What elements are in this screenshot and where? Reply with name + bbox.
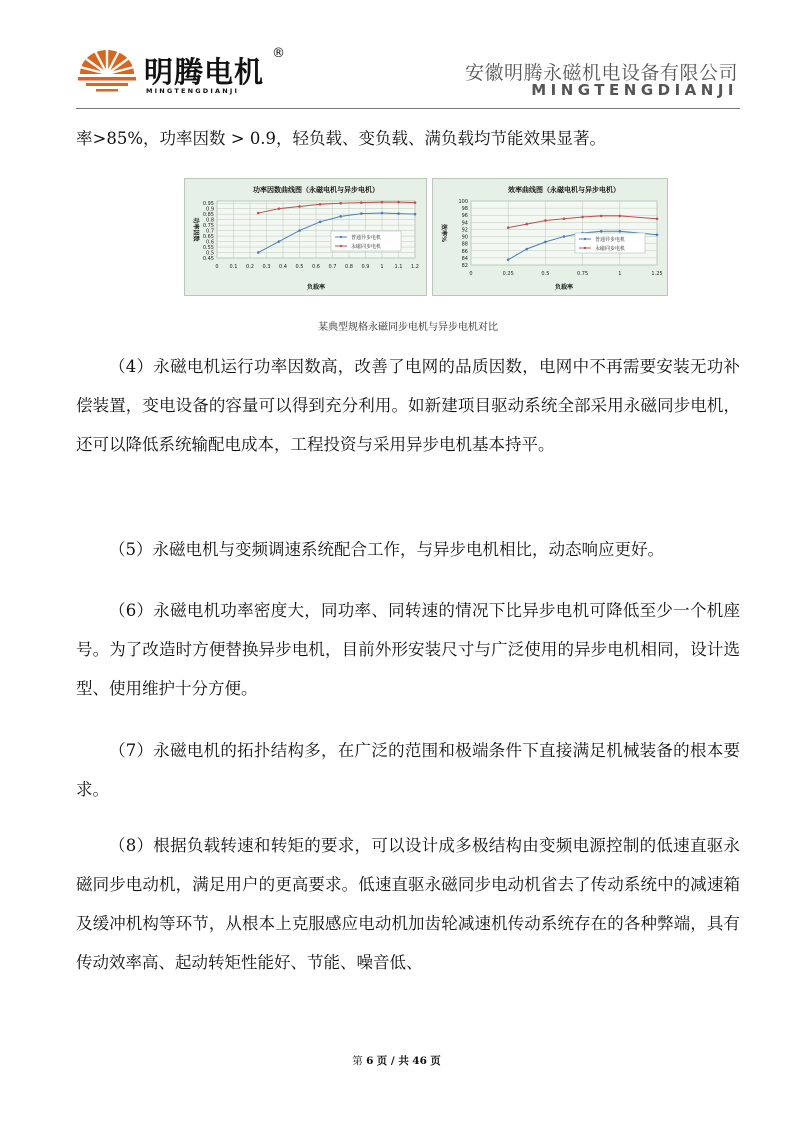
chart-title: 效率曲线图（永磁电机与异步电机） (508, 186, 620, 194)
y-tick-label: 0.85 (202, 212, 214, 219)
x-tick-label: 1 (380, 264, 384, 270)
data-point (526, 223, 529, 226)
y-tick-label: 86 (461, 248, 468, 255)
data-point (257, 212, 260, 215)
y-tick-label: 94 (461, 220, 468, 227)
efficiency-chart-svg (433, 179, 667, 295)
y-tick-label: 0.5 (206, 250, 214, 257)
data-point (319, 203, 322, 206)
y-tick-label: 92 (461, 227, 468, 234)
legend-marker (340, 245, 342, 247)
y-tick-label: 88 (461, 241, 468, 248)
legend-marker (340, 236, 342, 238)
x-tick-label: 0.9 (361, 264, 370, 270)
paragraph-4: （4）永磁电机运行功率因数高，改善了电网的品质因数，电网中不再需要安装无功补偿装置，变电设备的容量可以得到充分利用。如新建项目驱动系统全部采用永磁同步电机，还可以降低系统输配电成本，工程投资与采用异步电机基本持平。 (76, 357, 740, 454)
data-point (507, 226, 510, 229)
x-tick-label: 0.2 (246, 264, 254, 270)
paragraph-6: （6）永磁电机功率密度大，同功率、同转速的情况下比异步电机可降低至少一个机座号。为了改造时方便替换异步电机，目前外形安装尺寸与广泛使用的异步电机相同，设计选型、使用维护十分方便。 (76, 601, 740, 698)
y-tick-label: 90 (461, 234, 468, 241)
y-axis-label: 效率% (440, 223, 447, 243)
y-tick-label: 84 (461, 255, 468, 262)
y-tick-label: 98 (461, 206, 468, 213)
chart-title: 功率因数曲线图（永磁电机与异步电机） (253, 186, 379, 194)
header-divider (76, 108, 740, 109)
data-point (581, 216, 584, 219)
y-tick-label: 0.6 (206, 239, 214, 246)
y-tick-label: 0.7 (206, 228, 214, 235)
x-tick-label: 0.8 (345, 264, 353, 270)
y-tick-label: 0.95 (202, 201, 214, 208)
x-tick-label: 0 (215, 264, 219, 270)
x-tick-label: 0.4 (279, 264, 287, 270)
footer-prefix: 第 (352, 1055, 363, 1067)
logo-pinyin: MINGTENGDIANJI (146, 87, 240, 95)
x-tick-label: 0.25 (502, 271, 514, 277)
legend-label: 永磁同步电机 (595, 246, 626, 252)
total-pages: 46 (412, 1055, 427, 1067)
legend-marker (584, 238, 586, 240)
legend-label: 永磁同步电机 (351, 244, 382, 250)
data-point (619, 215, 622, 218)
x-tick-label: 1.1 (394, 264, 403, 270)
data-point (298, 205, 301, 208)
y-tick-label: 96 (461, 213, 468, 220)
power-factor-chart (184, 178, 427, 296)
x-tick-label: 0.5 (541, 271, 550, 277)
data-point (544, 219, 547, 222)
data-point (257, 251, 260, 254)
data-point (507, 258, 510, 261)
x-tick-label: 0.3 (262, 264, 271, 270)
data-point (544, 241, 547, 244)
x-tick-label: 0.6 (312, 264, 320, 270)
footer-suffix: 页 (430, 1055, 441, 1067)
data-point (319, 221, 322, 224)
paragraph-intro: 率>85%，功率因数 > 0.9，轻负载、变负载、满负载均节能效果显著。 (76, 129, 607, 148)
data-point (563, 217, 566, 220)
data-point (600, 215, 603, 218)
logo-text: 明腾电机 (144, 55, 265, 89)
data-point (278, 240, 281, 243)
legend-label: 普通异步电机 (351, 235, 382, 241)
company-name: 安徽明腾永磁机电设备有限公司 (464, 62, 738, 84)
y-tick-label: 0.55 (202, 245, 214, 252)
y-tick-label: 0.75 (202, 223, 214, 230)
x-tick-label: 1 (618, 271, 622, 277)
sunrise-logo-icon (76, 48, 138, 94)
y-tick-label: 0.45 (202, 256, 214, 262)
paragraph-5: （5）永磁电机与变频调速系统配合工作，与异步电机相比，动态响应更好。 (109, 540, 664, 559)
footer-mid: 页 / 共 (376, 1055, 409, 1067)
x-tick-label: 0.5 (295, 264, 304, 270)
x-axis-label: 负载率 (306, 284, 326, 291)
x-tick-label: 0.75 (577, 271, 589, 277)
data-point (414, 201, 417, 204)
y-tick-label: 82 (461, 263, 468, 269)
data-point (526, 248, 529, 251)
data-point (397, 201, 400, 204)
data-point (360, 201, 363, 204)
y-tick-label: 0.65 (202, 234, 214, 241)
data-point (619, 230, 622, 233)
power-factor-chart-svg (185, 179, 426, 295)
page-number: 6 (366, 1055, 374, 1067)
page-footer (0, 1053, 793, 1068)
y-tick-label: 100 (458, 199, 468, 205)
data-point (339, 215, 342, 218)
data-point (278, 207, 281, 210)
data-point (298, 229, 301, 232)
efficiency-chart (432, 178, 668, 296)
x-axis-label: 负载率 (554, 284, 574, 291)
data-point (397, 212, 400, 215)
x-tick-label: 1.25 (651, 271, 663, 277)
x-tick-label: 1.2 (411, 264, 419, 270)
y-axis-label: 功率因数 (192, 217, 199, 242)
data-point (360, 212, 363, 215)
y-tick-label: 0.8 (206, 217, 214, 224)
legend-label: 普通异步电机 (595, 237, 626, 243)
x-tick-label: 0 (469, 271, 473, 277)
registered-mark: ® (272, 46, 285, 61)
data-point (381, 201, 384, 204)
paragraph-8: （8）根据负载转速和转矩的要求，可以设计成多极结构由变频电源控制的低速直驱永磁同步电动机，满足用户的更高要求。低速直驱永磁同步电动机省去了传动系统中的减速箱及缓冲机构等环节，从根本上克服感应电动机加齿轮减速机传动系统存在的各种弊端，具有传动效率高、起动转矩性能好、节能、噪音低、 (76, 836, 740, 972)
figure-caption: 某典型规格永磁同步电机与异步电机对比 (318, 322, 498, 333)
paragraph-7: （7）永磁电机的拓扑结构多，在广泛的范围和极端条件下直接满足机械装备的根本要求。 (76, 741, 740, 799)
page-header (76, 40, 740, 108)
y-tick-label: 0.9 (206, 206, 214, 213)
data-point (656, 233, 659, 236)
data-point (563, 235, 566, 238)
data-point (414, 213, 417, 216)
data-point (600, 230, 603, 233)
data-point (339, 202, 342, 205)
data-point (381, 212, 384, 215)
data-point (656, 217, 659, 220)
x-tick-label: 0.1 (229, 264, 238, 270)
x-tick-label: 0.7 (328, 264, 337, 270)
company-name-en: MINGTENGDIANJI (531, 81, 738, 99)
legend-marker (584, 247, 586, 249)
